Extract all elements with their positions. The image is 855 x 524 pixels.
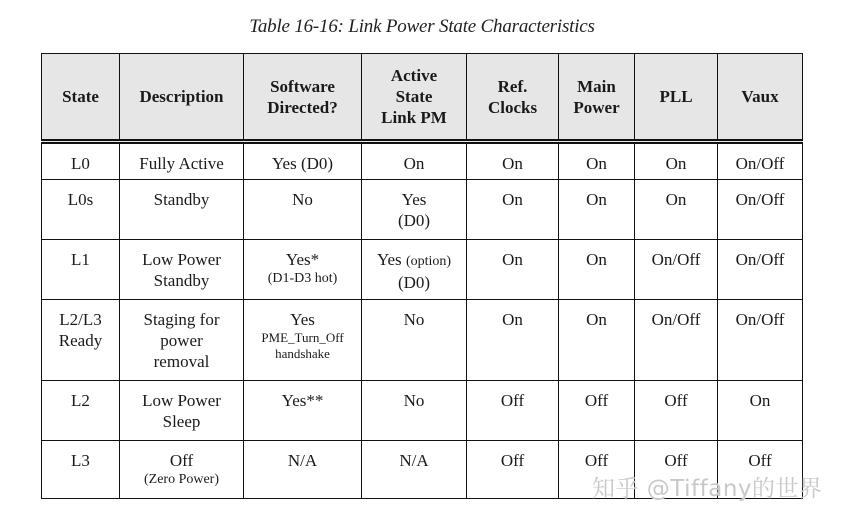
aslpm-main: Yes (376, 250, 402, 269)
header-active-state-link-pm (362, 54, 467, 142)
table-row (42, 240, 803, 300)
description-line: power (160, 331, 203, 350)
header-state-label: State (62, 87, 99, 106)
description-line: Low Power (142, 250, 221, 269)
cell-vaux: On/Off (718, 180, 803, 240)
aslpm-option: (option) (405, 254, 452, 269)
cell-vaux: On/Off (718, 142, 803, 180)
table-row (42, 381, 803, 441)
cell-ref-clocks: Off (467, 441, 559, 499)
cell-active-state-link-pm: No (362, 381, 467, 441)
aslpm-main-line (366, 249, 462, 272)
cell-main-power: On (559, 300, 635, 381)
header-aslpm-line1: Active (390, 66, 438, 85)
header-main-power-line1: Main (577, 76, 616, 96)
cell-state (42, 300, 120, 381)
link-power-state-table (41, 53, 803, 499)
software-directed-sub: (D1-D3 hot) (267, 271, 338, 286)
cell-state: L2 (42, 381, 120, 441)
software-directed-main: Yes (290, 310, 315, 329)
cell-active-state-link-pm: On (362, 142, 467, 180)
header-state (42, 54, 120, 142)
cell-description (120, 300, 244, 381)
cell-main-power: On (559, 180, 635, 240)
header-aslpm-line2: State (395, 87, 433, 106)
header-description (120, 54, 244, 142)
aslpm-sub: (D0) (397, 273, 431, 292)
cell-vaux: On/Off (718, 300, 803, 381)
cell-vaux: On/Off (718, 240, 803, 300)
header-ref-clocks-line2: Clocks (487, 97, 538, 117)
cell-active-state-link-pm (362, 180, 467, 240)
header-vaux (718, 54, 803, 142)
cell-pll: On (635, 180, 718, 240)
cell-vaux: Off (718, 441, 803, 499)
description-line: removal (153, 352, 210, 371)
description-sub: (Zero Power) (143, 472, 220, 487)
cell-main-power: Off (559, 441, 635, 499)
header-software-directed (244, 54, 362, 142)
description-line: Standby (153, 190, 210, 209)
header-software-directed-line2: Directed? (267, 97, 338, 117)
description-line: Sleep (162, 412, 201, 431)
cell-software-directed (244, 300, 362, 381)
cell-description (120, 180, 244, 240)
cell-state: L1 (42, 240, 120, 300)
cell-main-power: On (559, 142, 635, 180)
description-line: Standby (153, 271, 210, 290)
aslpm-sub: (D0) (397, 211, 431, 230)
cell-description (120, 142, 244, 180)
table-caption: Table 16-16: Link Power State Characteristics (249, 16, 595, 37)
cell-description (120, 381, 244, 441)
header-ref-clocks (467, 54, 559, 142)
cell-active-state-link-pm: No (362, 300, 467, 381)
cell-pll: On/Off (635, 240, 718, 300)
header-main-power (559, 54, 635, 142)
cell-vaux: On (718, 381, 803, 441)
cell-state: L0s (42, 180, 120, 240)
watermark: 知乎 @Tiffany的世界 (592, 476, 823, 502)
cell-software-directed: Yes (D0) (244, 142, 362, 180)
cell-pll: On (635, 142, 718, 180)
aslpm-main: Yes (401, 190, 427, 209)
cell-active-state-link-pm: N/A (362, 441, 467, 499)
software-directed-sub: PME_Turn_Off (261, 330, 344, 345)
description-line: Off (169, 451, 194, 470)
cell-ref-clocks: On (467, 180, 559, 240)
header-description-label: Description (139, 87, 224, 106)
table-row (42, 142, 803, 180)
cell-main-power: Off (559, 381, 635, 441)
cell-ref-clocks: On (467, 142, 559, 180)
cell-software-directed: N/A (244, 441, 362, 499)
header-aslpm-line3: Link PM (381, 108, 447, 127)
cell-software-directed: No (244, 180, 362, 240)
cell-pll: On/Off (635, 300, 718, 381)
cell-software-directed: Yes** (244, 381, 362, 441)
cell-description (120, 441, 244, 499)
header-vaux-label: Vaux (741, 87, 779, 106)
cell-pll: Off (635, 441, 718, 499)
cell-ref-clocks: Off (467, 381, 559, 441)
state-line: Ready (58, 331, 103, 350)
state-line: L2/L3 (59, 310, 102, 329)
table-row (42, 180, 803, 240)
cell-ref-clocks: On (467, 240, 559, 300)
cell-pll: Off (635, 381, 718, 441)
cell-state: L3 (42, 441, 120, 499)
header-pll (635, 54, 718, 142)
cell-main-power: On (559, 240, 635, 300)
table-row (42, 441, 803, 499)
cell-active-state-link-pm (362, 240, 467, 300)
description-line: Fully Active (139, 154, 224, 173)
cell-ref-clocks: On (467, 300, 559, 381)
header-ref-clocks-line1: Ref. (497, 76, 528, 96)
description-line: Staging for (143, 310, 220, 329)
header-pll-label: PLL (659, 87, 693, 106)
cell-software-directed (244, 240, 362, 300)
header-main-power-line2: Power (573, 97, 620, 117)
header-software-directed-line1: Software (270, 76, 335, 96)
header-row (42, 54, 803, 142)
table-row (42, 300, 803, 381)
software-directed-main: Yes* (285, 250, 320, 269)
cell-description (120, 240, 244, 300)
software-directed-sub2: handshake (275, 346, 330, 361)
cell-state: L0 (42, 142, 120, 180)
description-line: Low Power (142, 391, 221, 410)
